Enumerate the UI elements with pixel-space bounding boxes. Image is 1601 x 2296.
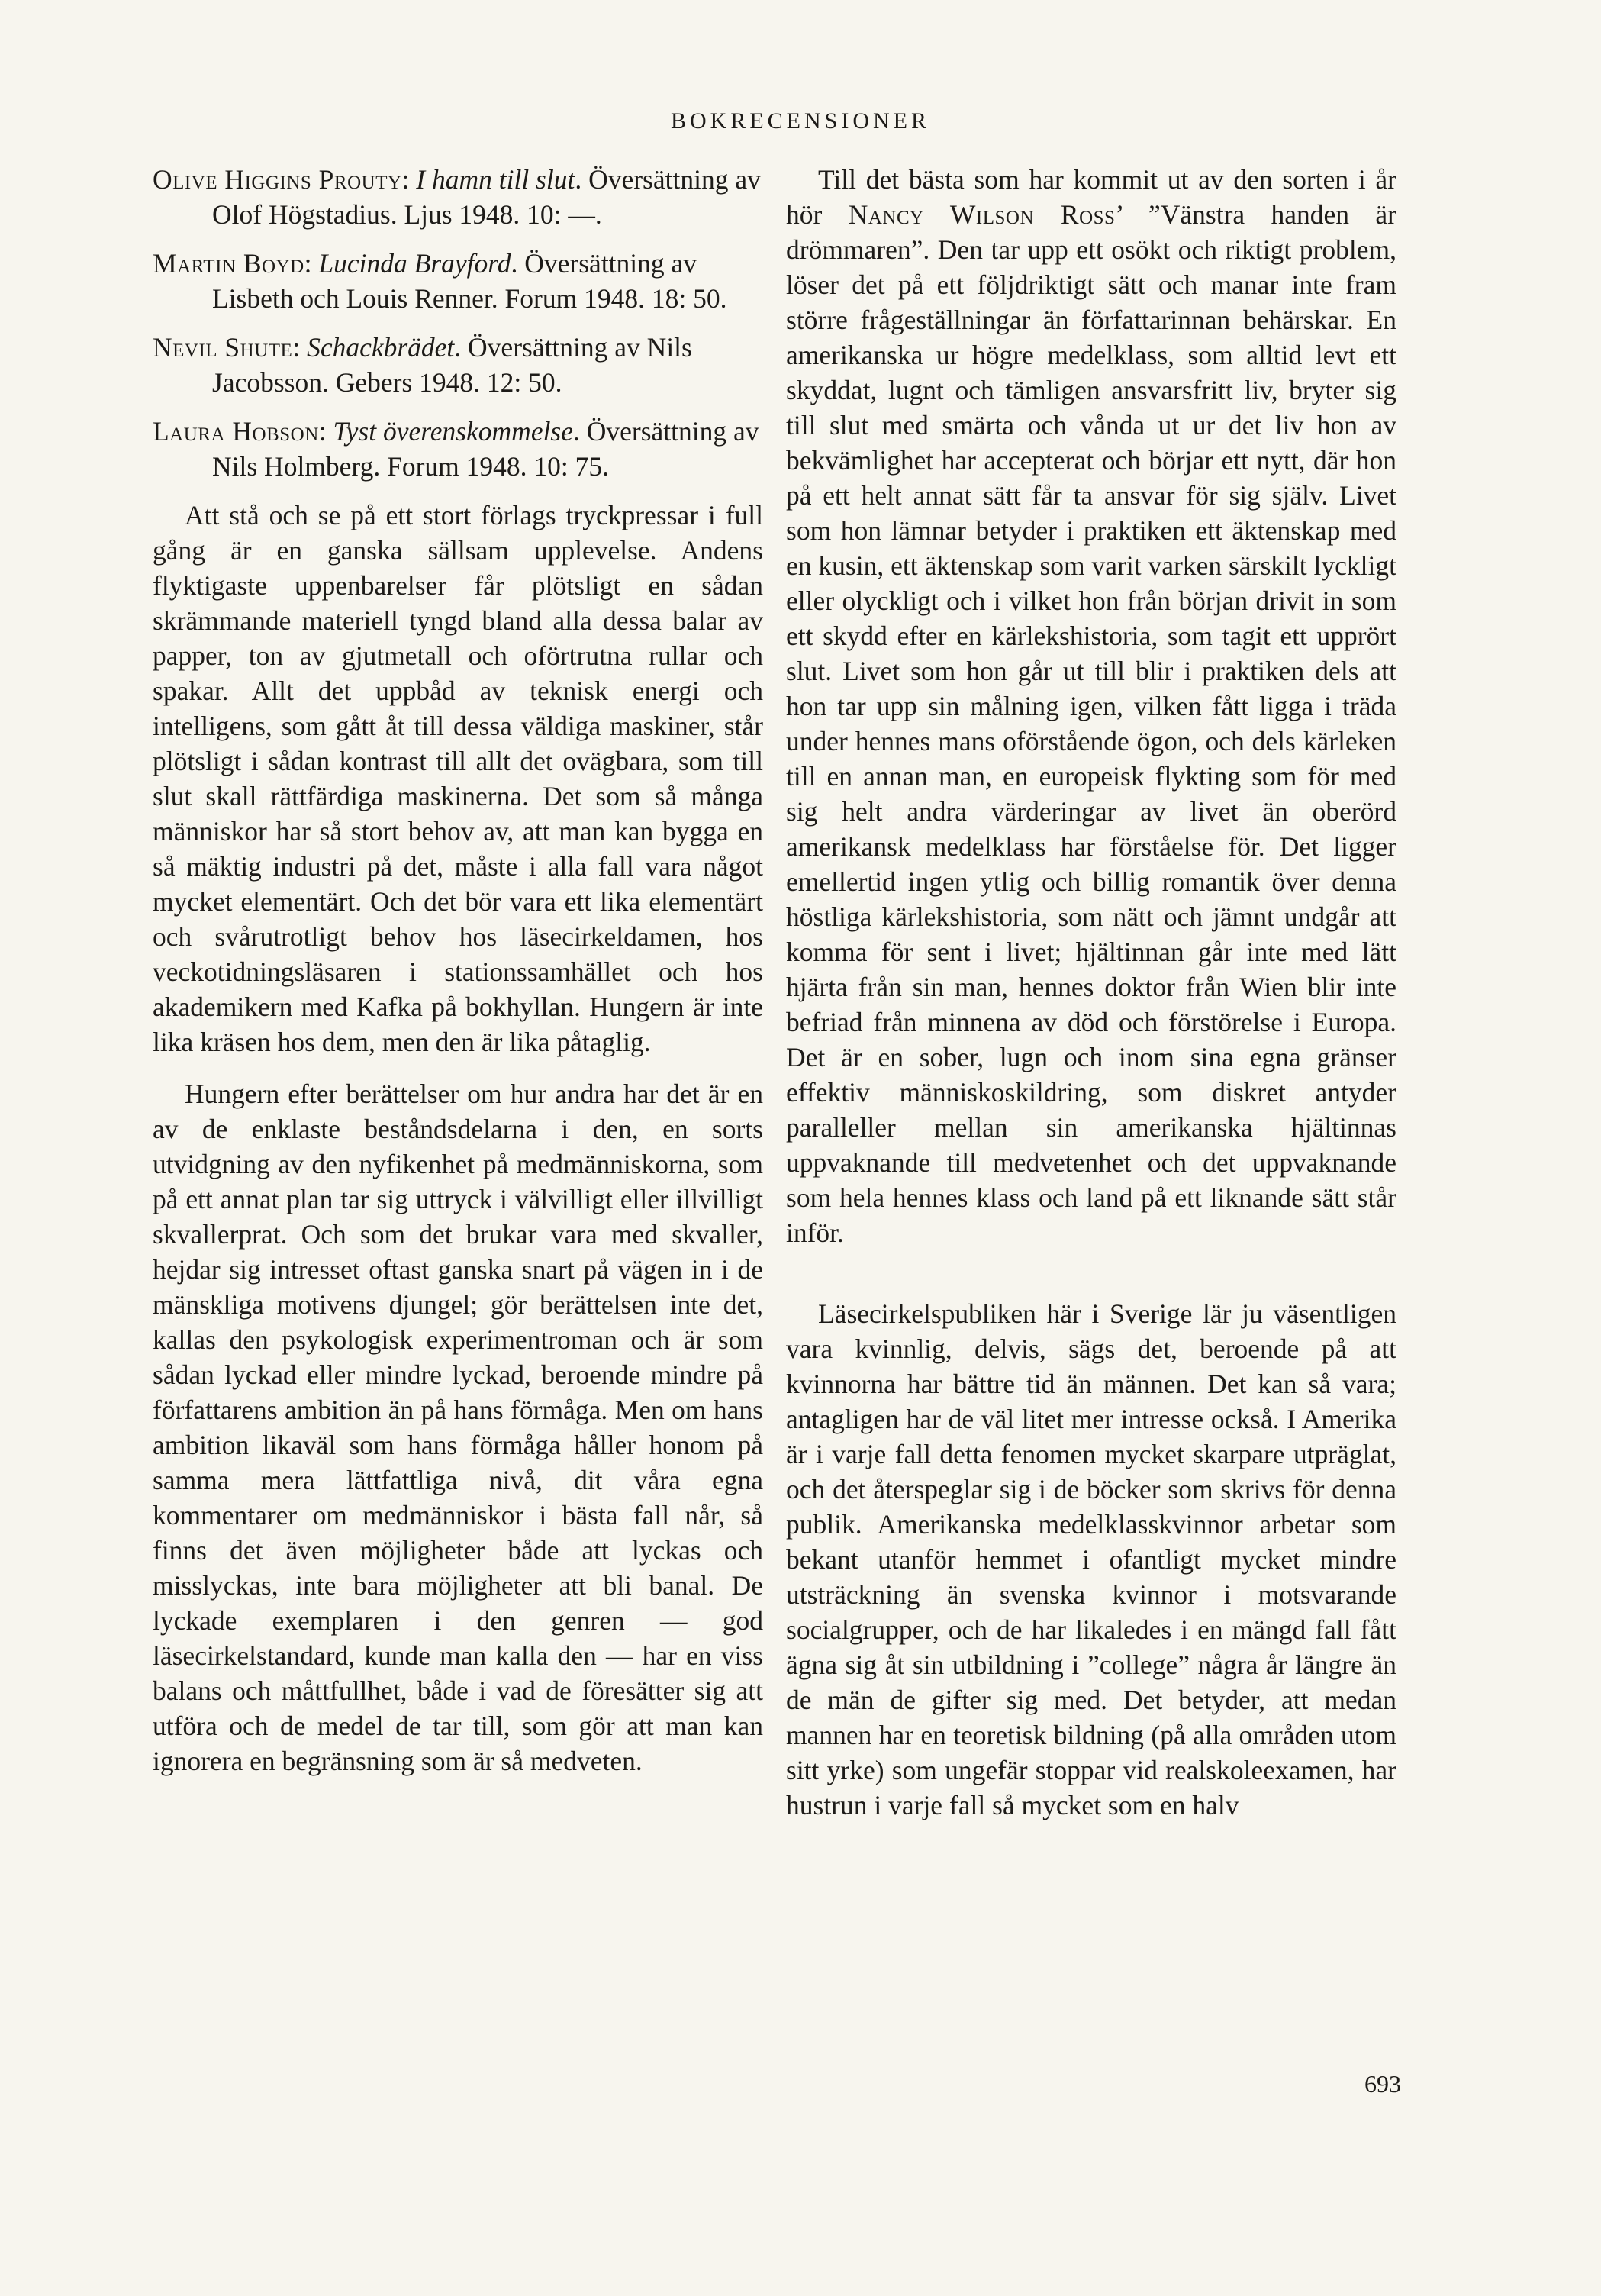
review-details: . Översättning av Nils Holmberg. Forum 1948. 10: 75.: [212, 416, 759, 482]
review-entry: Olive Higgins Prouty: I hamn till slut. Översättning av Olof Högstadius. Ljus 1948. 10: —.: [153, 164, 761, 230]
review-author: Laura Hobson: [153, 416, 319, 447]
review-entry: Laura Hobson: Tyst överenskommelse. Översättning av Nils Holmberg. Forum 1948. 10: 75.: [153, 416, 759, 482]
review-title: I hamn till slut: [416, 164, 575, 195]
body-paragraph: Läsecirkelspubliken här i Sverige lär ju väsentligen vara kvinnlig, delvis, sägs det, beroende på att kvinnorna har bättre tid än männen. Det kan så vara; antagligen har de väl litet mer intresse också. I Amerika är i varje fall detta fenomen mycket skarpare utpräglat, och det återspeglar sig i de böcker som skrivs för denna publik. Amerikanska medelklasskvinnor arbetar som bekant utanför hemmet i ofantligt mycket mindre utsträckning än svenska kvinnor i motsvarande socialgrupper, och de har likaledes i en mängd fall fått ägna sig åt sin utbildning i ”college” några år längre än de män de gifter sig med. Det betyder, att medan mannen har en teoretisk bildning (på alla områden utom sitt yrke) som ungefär stoppar vid realskoleexamen, har hustrun i varje fall så mycket som en halv: [786, 1298, 1396, 1820]
paragraph-intro: Till det bästa som har kommit ut av den sorten i år hör: [786, 164, 1396, 230]
body-paragraph: [786, 162, 1396, 1250]
review-title: Lucinda Brayford: [318, 248, 511, 279]
body-paragraph: Hungern efter berättelser om hur andra har det är en av de enklaste beståndsdelarna i den, en sorts utvidgning av den nyfikenhet på medmänniskorna, som på ett annat plan tar sig uttryck i välvilligt eller illvilligt skvallerprat. Och som det brukar vara med skvaller, hejdar sig intresset oftast ganska snart på vägen in i de mänskliga motivens djungel; gör berättelsen inte det, kallas den psykologisk experimentroman och är som sådan lyckad eller mindre lyckad, beroende mindre på författarens ambition än på hans förmåga. Men om hans ambition likaväl som hans förmåga håller honom på samma mera lättfattliga nivå, dit våra egna kommentarer om medmänniskor i bästa fall når, så finns det även möjligheter både att lyckas och misslyckas, inte bara möjligheter att bli banal. De lyckade exemplaren i den genren — god läsecirkelstandard, kunde man kalla den — har en viss balans och måttfullhet, både i vad de föresätter sig att utföra och de medel de tar till, som gör att man kan ignorera en begränsning som är så medveten.: [153, 1079, 763, 1776]
review-author: Olive Higgins Prouty: [153, 164, 402, 195]
page-number: 693: [1364, 2070, 1401, 2098]
review-title: Tyst överenskommelse: [333, 416, 574, 447]
right-column: [786, 162, 1396, 1823]
review-author: Nevil Shute: [153, 332, 293, 363]
review-author: Martin Boyd: [153, 248, 304, 279]
review-entry: Martin Boyd: Lucinda Brayford. Översättning av Lisbeth och Louis Renner. Forum 1948. 18: 50.: [153, 248, 727, 314]
review-title: Schackbrädet: [307, 332, 455, 363]
paragraph-continuation: ’ ”Vänstra handen är drömmaren”. Den tar upp ett osökt och riktigt problem, löser det på ett följdriktigt sätt och manar inte fram större frågeställningar än författarinnan behärskar. En amerikanska ur högre medelklass, som alltid levt ett skyddat, lugnt och tämligen ansvarsfritt liv, bryter sig till slut med smärta och vånda ut ur det liv hon av bekvämlighet har accepterat och börjar ett nytt, där hon på ett helt annat sätt får ta ansvar för sig själv. Livet som hon lämnar betyder i praktiken ett äktenskap med en kusin, ett äktenskap som varit varken särskilt lyckligt eller olyckligt och i vilket hon från början drivit in som ett skydd efter en kärlekshistoria, som tagit ett upprört slut. Livet som hon går ut till blir i praktiken dels att hon tar upp sin målning igen, vilken fått ligga i träda under hennes mans oförstående ögon, och dels kärleken till en annan man, en europeisk flykting som för med sig helt andra värderingar av livet än oberörd amerikansk medelklass har förståelse för. Det ligger emellertid ingen ytlig och billig romantik över denna höstliga kärlekshistoria, som nätt och jämnt undgår att komma för sent i livet; hjältinnan går inte med lätt hjärta från sin man, hennes doktor från Wien blir inte befriad från minnena av död och förstörelse i Europa. Det är en sober, lugn och inom sina egna gränser effektiv människoskildring, som diskret antyder paralleller mellan sin amerikanska hjältinnas uppvaknande till medvetenhet och det uppvaknande som hela hennes klass och land på ett liknande sätt står inför.: [786, 199, 1396, 1248]
running-header: BOKRECENSIONER: [670, 108, 930, 134]
body-paragraph: Att stå och se på ett stort förlags tryckpressar i full gång är en ganska sällsam upplevelse. Andens flyktigaste uppenbarelser får plötsligt en sådan skrämmande materiell tyngd bland alla dessa balar av papper, ton av gjutmetall och oförtrutna rullar och spakar. Allt det uppbåd av teknisk energi och intelligens, som gått åt till dessa väldiga maskiner, står plötsligt i sådan kontrast till allt det ovägbara, som till slut skall rättfärdiga maskinerna. Det som så många människor har så stort behov av, att man kan bygga en så mäktig industri på det, måste i alla fall vara något mycket elementärt. Och det bör vara ett lika elementärt och svårutrotligt behov hos läsecirkeldamen, hos veckotidningsläsaren i stationssamhället och hos akademikern med Kafka på bokhyllan. Hungern är inte lika kräsen hos dem, men den är lika påtaglig.: [153, 500, 763, 1057]
review-entry: Nevil Shute: Schackbrädet. Översättning av Nils Jacobsson. Gebers 1948. 12: 50.: [153, 332, 692, 398]
review-details: . Översättning av Lisbeth och Louis Renner. Forum 1948. 18: 50.: [212, 248, 727, 314]
review-details: . Översättning av Olof Högstadius. Ljus 1948. 10: —.: [212, 164, 761, 230]
section-gap: [786, 1250, 1396, 1296]
review-details: . Översättning av Nils Jacobsson. Gebers 1948. 12: 50.: [212, 332, 692, 398]
featured-author: Nancy Wilson Ross: [848, 199, 1116, 230]
left-column: [153, 162, 763, 1778]
